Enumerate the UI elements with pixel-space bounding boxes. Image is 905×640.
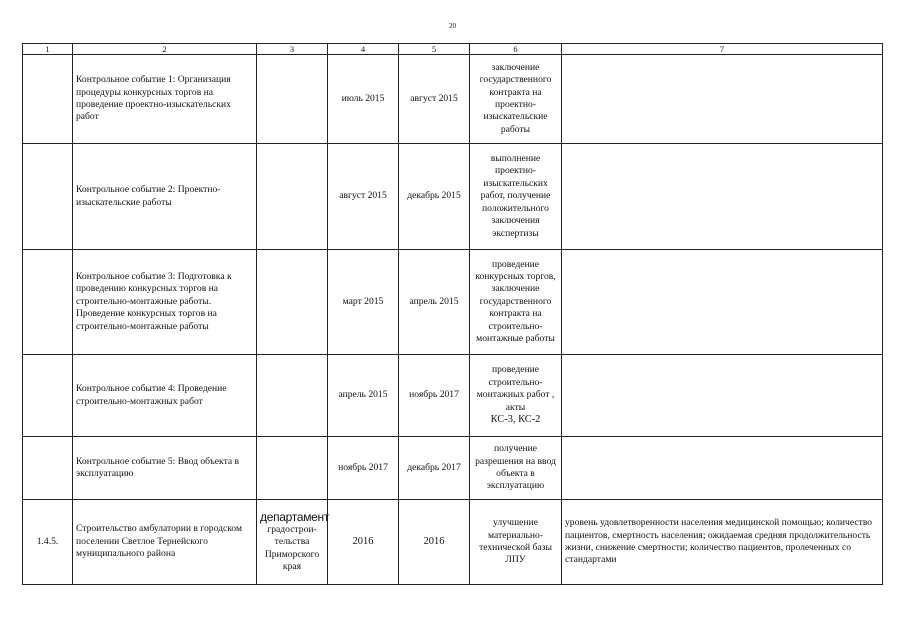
start-date-cell: июль 2015 [328,55,399,144]
responsible-cell [257,500,328,585]
end-date-cell: декабрь 2015 [399,144,470,250]
end-date-cell: апрель 2015 [399,250,470,355]
table-row [23,55,883,144]
indicator-cell [562,55,883,144]
result-cell: улучшение материально-технической базы ЛПУ [470,500,562,585]
row-number-cell [23,355,73,437]
row-number-cell [23,437,73,500]
start-date-cell: апрель 2015 [328,355,399,437]
table-row [23,355,883,437]
row-number-cell [23,144,73,250]
responsible-cell [257,55,328,144]
event-name-cell: Контрольное событие 4: Проведение строительно-монтажных работ [73,355,257,437]
indicator-cell [562,144,883,250]
table-row [23,437,883,500]
responsible-cell [257,437,328,500]
result-text: проведение строительно-монтажных работ , акты [476,364,555,413]
result-cell: заключение государственного контракта на проектно-изыскательские работы [470,55,562,144]
event-name-cell: Контрольное событие 5: Ввод объекта в эксплуатацию [73,437,257,500]
end-date-cell: декабрь 2017 [399,437,470,500]
col-header-3: 3 [257,44,328,55]
end-date-cell: август 2015 [399,55,470,144]
indicator-cell [562,355,883,437]
col-header-7: 7 [562,44,883,55]
result-cell: выполнение проектно-изыскательских работ, получение положительного заключения экспертизы [470,144,562,250]
start-date-cell: март 2015 [328,250,399,355]
header-row [23,44,883,55]
row-number-cell: 1.4.5. [23,500,73,585]
indicator-cell [562,437,883,500]
responsible-cell [257,250,328,355]
program-table [22,43,883,585]
end-date-cell: ноябрь 2017 [399,355,470,437]
result-cell [470,355,562,437]
responsible-dept-text: департамент [260,509,330,524]
indicator-cell: уровень удовлетворенности населения медицинской помощью; количество пациентов, смертность населения; ожидаемая средняя продолжительность жизни, снижение смертности; количество пациентов, пролеченных со стандартами [562,500,883,585]
start-date-cell: 2016 [328,500,399,585]
table-row [23,250,883,355]
result-cell: проведение конкурсных торгов, заключение государственного контракта на строительно-монтажные работы [470,250,562,355]
event-name-cell: Контрольное событие 2: Проектно-изыскательские работы [73,144,257,250]
col-header-2: 2 [73,44,257,55]
responsible-dept-name: градострои-тельства Приморского края [264,523,320,572]
row-number-cell [23,250,73,355]
col-header-4: 4 [328,44,399,55]
start-date-cell: ноябрь 2017 [328,437,399,500]
result-cell: получение разрешения на ввод объекта в эксплуатацию [470,437,562,500]
event-name-cell: Контрольное событие 3: Подготовка к проведению конкурсных торгов на строительно-монтажные работы. Проведение конкурсных торгов на строительно-монтажные работы [73,250,257,355]
row-number-cell [23,55,73,144]
event-name-cell: Контрольное событие 1: Организация процедуры конкурсных торгов на проведение проектно-изыскательских работ [73,55,257,144]
responsible-cell [257,144,328,250]
page-number: 20 [449,22,456,30]
table-row [23,144,883,250]
indicator-cell [562,250,883,355]
end-date-cell: 2016 [399,500,470,585]
col-header-1: 1 [23,44,73,55]
responsible-cell [257,355,328,437]
col-header-6: 6 [470,44,562,55]
table-row [23,500,883,585]
col-header-5: 5 [399,44,470,55]
start-date-cell: август 2015 [328,144,399,250]
result-acts-text: КС-3, КС-2 [490,414,541,426]
event-name-cell: Строительство амбулатории в городском поселении Светлое Тернейского муниципального района [73,500,257,585]
